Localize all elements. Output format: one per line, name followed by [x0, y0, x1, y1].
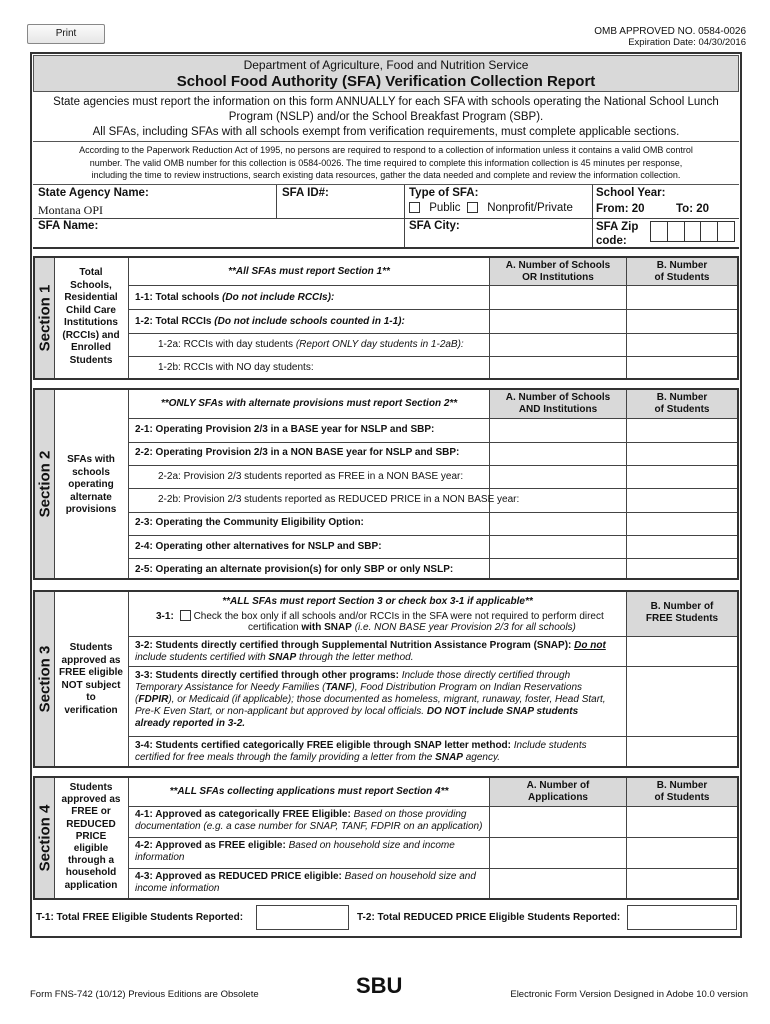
- field-3-3-b[interactable]: [627, 667, 737, 736]
- col-a-line: A. Number of Schools: [505, 260, 611, 271]
- section-2-description: [56, 454, 126, 517]
- row-note: (Do not include schools counted in 1-1):: [214, 316, 405, 327]
- row-label: 4-2: Approved as FREE eligible:: [135, 840, 289, 851]
- field-3-2-b[interactable]: [627, 637, 737, 666]
- row-note: Pre-K Even Start, or non-applicant but approved by local officials.: [135, 706, 427, 717]
- section-1-description: [56, 267, 126, 367]
- form-number: Form FNS-742 (10/12) Previous Editions are Obsolete: [30, 989, 259, 1000]
- row-label: 1-2a: RCCIs with day students: [158, 339, 296, 350]
- desc-line: approved as: [61, 654, 121, 666]
- row-note: Include students: [513, 740, 587, 751]
- row-note: Do not: [574, 640, 606, 651]
- section-4-title: Section 4: [36, 804, 53, 872]
- field-2-5-b[interactable]: [627, 559, 737, 578]
- notice-line: number. The valid OMB number for this collection is 0584-0026. The time required to complete this information collection is 45 minutes per response,: [89, 157, 683, 168]
- desc-line: schools: [72, 466, 110, 478]
- row-label: 3-1:: [156, 611, 174, 622]
- intro-line: All SFAs, including SFAs with all schools exempt from verification requirements, must complete applicable sections.: [92, 126, 680, 138]
- section-1-tab: [35, 258, 55, 378]
- paperwork-notice: [33, 141, 739, 185]
- type-of-sfa-label: Type of SFA:: [409, 187, 479, 199]
- row-2-3: 2-3: Operating the Community Eligibility Option:: [135, 517, 364, 528]
- section-4-header: **ALL SFAs collecting applications must report Section 4**: [169, 786, 449, 797]
- field-2-4-a[interactable]: [490, 536, 626, 558]
- row-note: Include those directly certified through: [401, 670, 571, 681]
- row-note: through the letter method.: [296, 652, 414, 663]
- row-note: (Report ONLY day students in 1-2aB):: [295, 339, 464, 350]
- field-1-1-b[interactable]: [627, 286, 737, 309]
- field-1-2-a[interactable]: [490, 310, 626, 333]
- section-1-col-b: [627, 260, 737, 283]
- field-2-3-b[interactable]: [627, 513, 737, 535]
- field-2-2-b[interactable]: [627, 443, 737, 465]
- field-2-2-a[interactable]: [490, 443, 626, 465]
- desc-line: to: [86, 692, 96, 703]
- col-a-line: AND Institutions: [518, 403, 598, 415]
- desc-line: Students: [69, 782, 113, 793]
- section-3-header: **ALL SFAs must report Section 3 or check box 3-1 if applicable**: [222, 596, 533, 607]
- row-3-1-checkbox[interactable]: [180, 610, 191, 621]
- notice-line: including the time to review instructions, search existing data resources, gather the data needed and complete and review the information collection.: [91, 170, 681, 180]
- intro-text: [33, 95, 739, 140]
- section-4-col-b: [627, 780, 737, 803]
- row-3-2: [135, 640, 623, 664]
- sbu-marking: SBU: [356, 973, 403, 998]
- section-1-col-a: [490, 260, 626, 283]
- row-3-3: [135, 670, 623, 730]
- col-a-line: OR Institutions: [522, 271, 594, 283]
- row-2-4: 2-4: Operating other alternatives for NSLP and SBP:: [135, 541, 382, 552]
- field-2-2b-b[interactable]: [627, 489, 737, 512]
- row-label: 3-2: Students directly certified through Supplemental Nutrition Assistance Program (SNAP):: [135, 640, 575, 651]
- department-name: Department of Agriculture, Food and Nutrition Service: [243, 58, 529, 72]
- form-title: School Food Authority (SFA) Verification Collection Report: [176, 73, 596, 90]
- desc-line: through a: [67, 855, 115, 867]
- desc-line: operating: [68, 479, 114, 490]
- print-button[interactable]: Print: [27, 24, 105, 44]
- field-1-2-b[interactable]: [627, 310, 737, 333]
- desc-line: Residential: [64, 292, 118, 303]
- section-4-description: [56, 782, 126, 892]
- row-2-5: 2-5: Operating an alternate provision(s) for only SBP or only NSLP:: [135, 564, 454, 575]
- intro-line: State agencies must report the information on this form ANNUALLY for each SFA with schools operating the National School Lunch: [53, 96, 719, 108]
- section-4-tab: [35, 778, 55, 898]
- row-note: information: [135, 852, 185, 863]
- section-2-tab: [35, 390, 55, 578]
- col-b-line: B. Number of: [650, 601, 714, 612]
- field-2-4-b[interactable]: [627, 536, 737, 558]
- total-reduced-field[interactable]: [627, 905, 737, 930]
- nonprofit-label: Nonprofit/Private: [487, 202, 573, 214]
- row-2-2b: 2-2b: Provision 2/3 students reported as REDUCED PRICE in a NON BASE year:: [158, 494, 520, 505]
- field-2-5-a[interactable]: [490, 559, 626, 578]
- desc-line: verification: [64, 704, 118, 716]
- section-3-description: [56, 642, 126, 717]
- row-note: FDPIR: [138, 694, 169, 705]
- zip-label-line: SFA Zip: [596, 221, 639, 233]
- version-note: Electronic Form Version Designed in Adobe 10.0 version: [510, 989, 748, 1000]
- row-note: ), or Medicaid (if applicable); those documented as homeless, migrant, runaway, foster, Head Start,: [168, 694, 606, 705]
- row-note: include students certified with: [135, 652, 269, 663]
- row-note: ), Food Distribution Program on Indian Reservations: [351, 682, 583, 693]
- total-free-label: T-1: Total FREE Eligible Students Reported:: [36, 912, 244, 923]
- omb-number: OMB APPROVED NO. 0584-0026: [594, 26, 746, 37]
- row-note: DO NOT include SNAP students: [426, 706, 579, 717]
- nonprofit-option: [467, 202, 573, 214]
- field-1-1-a[interactable]: [490, 286, 626, 309]
- section-1-title: Section 1: [36, 284, 53, 352]
- total-reduced-label: T-2: Total REDUCED PRICE Eligible Students Reported:: [357, 912, 621, 923]
- desc-line: (RCCIs) and: [62, 329, 120, 341]
- row-4-3: [135, 871, 487, 895]
- to-year-label: To: 20: [676, 203, 710, 215]
- row-note: Temporary Assistance for Needy Families (: [135, 682, 326, 693]
- row-note: (i.e. NON BASE year Provision 2/3 for all schools): [351, 622, 576, 633]
- section-3-title: Section 3: [36, 645, 53, 713]
- desc-line: provisions: [65, 504, 117, 515]
- from-year-field[interactable]: [650, 201, 672, 216]
- row-text: Check the box only if all schools and/or RCCIs in the SFA were not required to perform direct: [193, 611, 604, 622]
- row-1-1: [135, 292, 334, 304]
- desc-line: household: [65, 867, 117, 879]
- field-1-2b-b[interactable]: [627, 357, 737, 378]
- row-note: agency.: [462, 752, 500, 763]
- expiration-date: Expiration Date: 04/30/2016: [628, 37, 746, 48]
- col-b-line: of Students: [654, 403, 710, 415]
- row-3-1-cont: [248, 622, 576, 634]
- desc-line: Students: [69, 354, 113, 366]
- desc-line: Students: [69, 642, 113, 653]
- desc-line: Enrolled: [70, 342, 111, 353]
- desc-line: PRICE: [75, 830, 107, 842]
- desc-line: Total: [79, 267, 103, 278]
- row-3-4: [135, 740, 623, 764]
- desc-line: eligible: [73, 843, 109, 855]
- row-note: TANF: [325, 682, 352, 693]
- row-note: (Do not include RCCIs):: [222, 292, 335, 303]
- desc-line: approved as: [61, 794, 121, 806]
- section-2-col-b: [627, 392, 737, 415]
- total-free-field[interactable]: [256, 905, 349, 930]
- col-b-line: B. Number: [656, 260, 708, 271]
- row-label: 3-4: Students certified categorically FREE eligible through SNAP letter method:: [135, 740, 514, 751]
- state-agency-field[interactable]: Montana OPI: [38, 203, 103, 217]
- section-2-col-a: [490, 392, 626, 415]
- desc-line: alternate: [70, 491, 112, 503]
- school-year-label: School Year:: [596, 187, 666, 199]
- intro-line: Program (NSLP) and/or the School Breakfast Program (SBP).: [228, 111, 544, 123]
- sfa-city-label: SFA City:: [409, 220, 460, 232]
- row-note: certified for free meals through the family providing a letter from the: [135, 752, 436, 763]
- row-4-1: [135, 809, 487, 833]
- omb-info: [594, 26, 746, 48]
- row-note: SNAP: [268, 652, 297, 663]
- public-label: Public: [429, 202, 461, 214]
- from-year-label: From: 20: [596, 203, 645, 215]
- section-2-header: **ONLY SFAs with alternate provisions must report Section 2**: [160, 398, 458, 409]
- row-1-2b: 1-2b: RCCIs with NO day students:: [158, 362, 314, 373]
- col-b-line: of Students: [654, 271, 710, 283]
- row-text: certification: [248, 622, 302, 633]
- row-text: with SNAP: [301, 622, 352, 633]
- field-2-3-a[interactable]: [490, 513, 626, 535]
- row-1-2: [135, 316, 405, 328]
- sfa-name-field[interactable]: [105, 219, 400, 234]
- field-2-1-a[interactable]: [490, 419, 626, 442]
- field-4-1-b[interactable]: [627, 807, 737, 837]
- desc-line: application: [64, 879, 118, 891]
- col-b-line: FREE Students: [645, 612, 719, 624]
- row-note: already reported in 3-2.: [135, 718, 246, 729]
- field-4-3-b[interactable]: [627, 869, 737, 898]
- zip-label-line: code:: [596, 235, 627, 247]
- desc-line: Institutions: [64, 317, 118, 328]
- col-a-line: A. Number of Schools: [505, 392, 611, 403]
- row-label: 4-3: Approved as REDUCED PRICE eligible:: [135, 871, 345, 882]
- col-b-line: of Students: [654, 791, 710, 803]
- sfa-zip-field[interactable]: [650, 221, 735, 242]
- col-b-line: B. Number: [656, 780, 708, 791]
- row-2-1: 2-1: Operating Provision 2/3 in a BASE year for NSLP and SBP:: [135, 424, 435, 435]
- row-2-2a: 2-2a: Provision 2/3 students reported as FREE in a NON BASE year:: [158, 471, 464, 482]
- row-2-2: 2-2: Operating Provision 2/3 in a NON BASE year for NSLP and SBP:: [135, 447, 460, 458]
- public-checkbox[interactable]: [409, 202, 420, 213]
- row-note: Based on those providing: [353, 809, 467, 820]
- row-note: SNAP: [435, 752, 463, 763]
- row-note: Based on household size and income: [288, 840, 455, 851]
- sfa-id-label: SFA ID#:: [282, 187, 329, 199]
- state-agency-label: State Agency Name:: [38, 187, 149, 199]
- to-year-field[interactable]: [716, 201, 736, 216]
- sfa-id-field[interactable]: [282, 201, 400, 216]
- field-1-2a-b[interactable]: [627, 334, 737, 356]
- row-label: 3-3: Students directly certified through other programs:: [135, 670, 402, 681]
- field-1-2a-a[interactable]: [490, 334, 626, 356]
- row-note: documentation (e.g. a case number for SNAP, TANF, FDPIR on an application): [135, 821, 483, 832]
- field-1-2b-a[interactable]: [490, 357, 626, 378]
- section-4-col-a: [490, 780, 626, 803]
- sfa-name-label: SFA Name:: [38, 220, 99, 232]
- public-option: [409, 202, 461, 214]
- desc-line: Schools,: [70, 279, 112, 291]
- row-label: 1-2: Total RCCIs: [135, 316, 215, 327]
- field-3-4-b[interactable]: [627, 737, 737, 766]
- row-label: 4-1: Approved as categorically FREE Eligible:: [135, 809, 354, 820]
- section-3-tab: [35, 592, 55, 766]
- desc-line: NOT subject: [61, 679, 121, 691]
- field-2-1-b[interactable]: [627, 419, 737, 442]
- row-note: (: [135, 694, 139, 705]
- col-a-line: A. Number of: [526, 780, 590, 791]
- row-note: income information: [135, 883, 220, 894]
- section-1-header: **All SFAs must report Section 1**: [228, 266, 390, 277]
- field-4-2-a[interactable]: [490, 838, 626, 868]
- col-a-line: Applications: [527, 791, 588, 803]
- field-4-1-a[interactable]: [490, 807, 626, 837]
- form-header: [33, 55, 739, 92]
- field-2-2a-b[interactable]: [627, 466, 737, 488]
- field-4-2-b[interactable]: [627, 838, 737, 868]
- section-3-col-b: [627, 601, 737, 624]
- row-note: Based on household size and: [344, 871, 476, 882]
- sfa-city-field[interactable]: [470, 219, 588, 234]
- row-4-2: [135, 840, 487, 864]
- section-2-title: Section 2: [36, 450, 53, 518]
- col-b-line: B. Number: [656, 392, 708, 403]
- desc-line: FREE eligible: [59, 667, 123, 678]
- notice-line: According to the Paperwork Reduction Act of 1995, no persons are required to respond to a collection of information unless it contains a valid OMB control: [79, 145, 693, 155]
- desc-line: SFAs with: [67, 454, 115, 465]
- sfa-zip-label: [596, 220, 638, 248]
- desc-line: FREE or: [71, 806, 111, 818]
- row-1-2a: [158, 339, 464, 351]
- nonprofit-checkbox[interactable]: [467, 202, 478, 213]
- desc-line: REDUCED: [66, 818, 116, 830]
- desc-line: Child Care: [65, 304, 116, 316]
- row-label: 1-1: Total schools: [135, 292, 223, 303]
- field-4-3-a[interactable]: [490, 869, 626, 898]
